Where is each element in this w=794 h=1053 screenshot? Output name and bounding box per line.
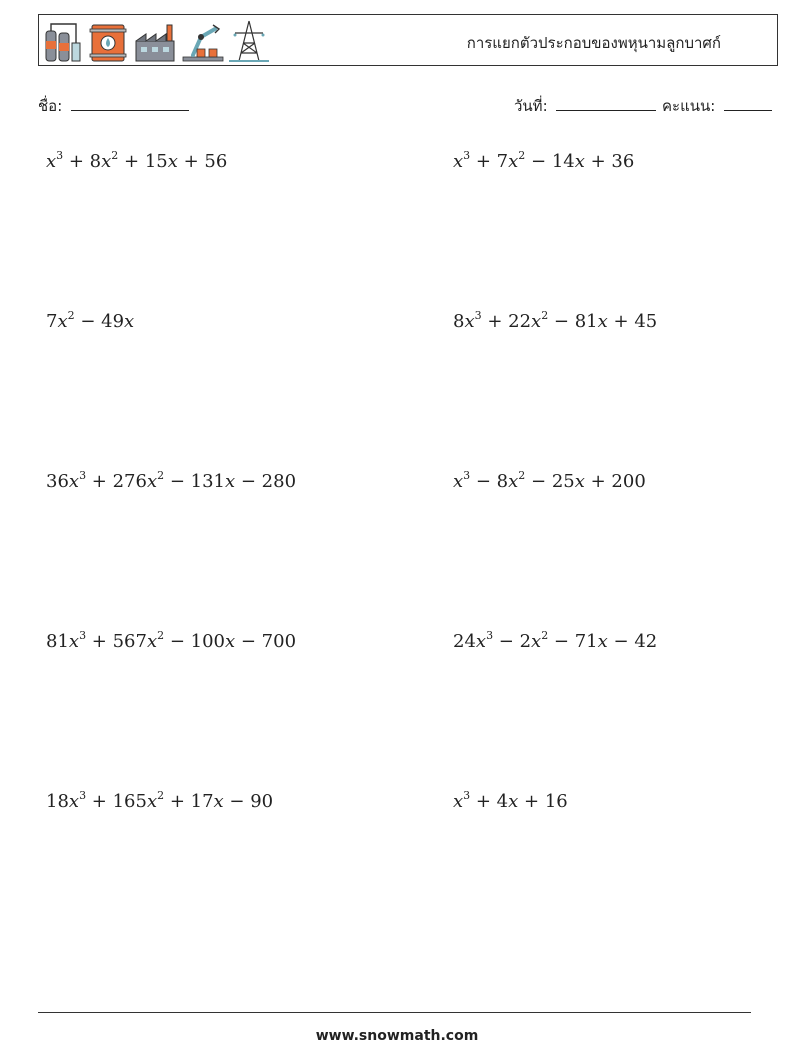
problem-2 — [453, 151, 634, 172]
term-text: + 16 — [518, 791, 568, 812]
term-text: + 17 — [164, 791, 214, 812]
exponent: 3 — [474, 309, 482, 322]
exponent: 2 — [518, 149, 526, 162]
variable: x — [213, 791, 224, 812]
footer-rule — [38, 1012, 751, 1013]
score-field — [662, 94, 772, 118]
variable: x — [574, 471, 585, 492]
score-label: คะแนน: — [662, 97, 716, 115]
exponent: 2 — [157, 629, 165, 642]
name-blank[interactable] — [71, 96, 189, 111]
variable: x — [508, 791, 519, 812]
oil-drum-icon — [87, 19, 129, 63]
date-field — [514, 94, 656, 118]
term-text: − 42 — [607, 631, 658, 652]
exponent: 2 — [518, 469, 526, 482]
term-text: + 22 — [481, 311, 532, 332]
variable: x — [124, 311, 135, 332]
exponent: 3 — [79, 469, 87, 482]
term-text: + 165 — [86, 791, 147, 812]
variable: x — [68, 631, 80, 652]
term-text: − 81 — [548, 311, 598, 332]
term-text: 36 — [46, 471, 69, 492]
term-text: 24 — [453, 631, 476, 652]
power-tower-icon — [227, 19, 271, 63]
term-text: + 7 — [470, 151, 509, 172]
variable: x — [68, 471, 80, 492]
problem-6 — [453, 471, 646, 492]
exponent: 2 — [157, 789, 165, 802]
exponent: 3 — [486, 629, 494, 642]
term-text: − 131 — [164, 471, 225, 492]
variable: x — [68, 791, 80, 812]
problem-8 — [453, 631, 657, 652]
variable: x — [531, 631, 542, 652]
term-text: − 49 — [74, 311, 125, 332]
variable: x — [508, 151, 519, 172]
exponent: 3 — [463, 149, 471, 162]
problem-7 — [46, 631, 296, 652]
problem-9 — [46, 791, 273, 812]
problem-10 — [453, 791, 568, 812]
term-text: − 100 — [164, 631, 225, 652]
gas-cylinders-icon — [43, 19, 83, 63]
name-label: ชื่อ: — [38, 97, 63, 115]
term-text: + 567 — [86, 631, 147, 652]
term-text: − 25 — [525, 471, 575, 492]
variable: x — [597, 631, 608, 652]
variable: x — [453, 471, 464, 492]
term-text: − 8 — [470, 471, 509, 492]
score-blank[interactable] — [724, 96, 772, 111]
header-box — [38, 14, 778, 66]
name-field — [38, 94, 189, 118]
term-text: − 14 — [525, 151, 575, 172]
term-text: + 56 — [177, 151, 228, 172]
variable: x — [225, 631, 236, 652]
exponent: 2 — [111, 149, 119, 162]
problem-4 — [453, 311, 657, 332]
date-label: วันที่: — [514, 97, 548, 115]
term-text: 7 — [46, 311, 58, 332]
variable: x — [146, 471, 158, 492]
variable: x — [475, 631, 487, 652]
term-text: + 276 — [86, 471, 147, 492]
variable: x — [146, 631, 158, 652]
term-text: − 700 — [235, 631, 297, 652]
variable: x — [508, 471, 519, 492]
variable: x — [146, 791, 158, 812]
exponent: 3 — [463, 469, 471, 482]
term-text: + 15 — [118, 151, 168, 172]
date-blank[interactable] — [556, 96, 656, 111]
variable: x — [101, 151, 112, 172]
problem-1 — [46, 151, 227, 172]
term-text: 18 — [46, 791, 69, 812]
exponent: 2 — [541, 309, 549, 322]
term-text: + 200 — [584, 471, 646, 492]
variable: x — [46, 151, 57, 172]
factory-icon — [133, 19, 177, 63]
exponent: 3 — [79, 629, 87, 642]
header-icons — [43, 19, 273, 63]
term-text: − 71 — [548, 631, 598, 652]
exponent: 3 — [463, 789, 471, 802]
term-text: + 36 — [584, 151, 635, 172]
term-text: + 45 — [607, 311, 658, 332]
robotic-arm-icon — [181, 19, 225, 63]
variable: x — [574, 151, 585, 172]
exponent: 2 — [67, 309, 75, 322]
footer-website: www.snowmath.com — [315, 1028, 479, 1044]
exponent: 3 — [79, 789, 87, 802]
term-text: + 8 — [63, 151, 102, 172]
exponent: 2 — [157, 469, 165, 482]
variable: x — [597, 311, 608, 332]
variable: x — [453, 791, 464, 812]
variable: x — [167, 151, 178, 172]
worksheet-title: การแยกตัวประกอบของพหุนามลูกบาศก์ — [466, 34, 721, 52]
variable: x — [57, 311, 68, 332]
variable: x — [464, 311, 475, 332]
term-text: − 280 — [235, 471, 297, 492]
exponent: 3 — [56, 149, 64, 162]
problem-3 — [46, 311, 134, 332]
variable: x — [531, 311, 542, 332]
term-text: − 90 — [223, 791, 274, 812]
variable: x — [225, 471, 236, 492]
exponent: 2 — [541, 629, 549, 642]
problem-5 — [46, 471, 296, 492]
term-text: + 4 — [470, 791, 509, 812]
term-text: − 2 — [493, 631, 532, 652]
term-text: 8 — [453, 311, 465, 332]
variable: x — [453, 151, 464, 172]
term-text: 81 — [46, 631, 69, 652]
